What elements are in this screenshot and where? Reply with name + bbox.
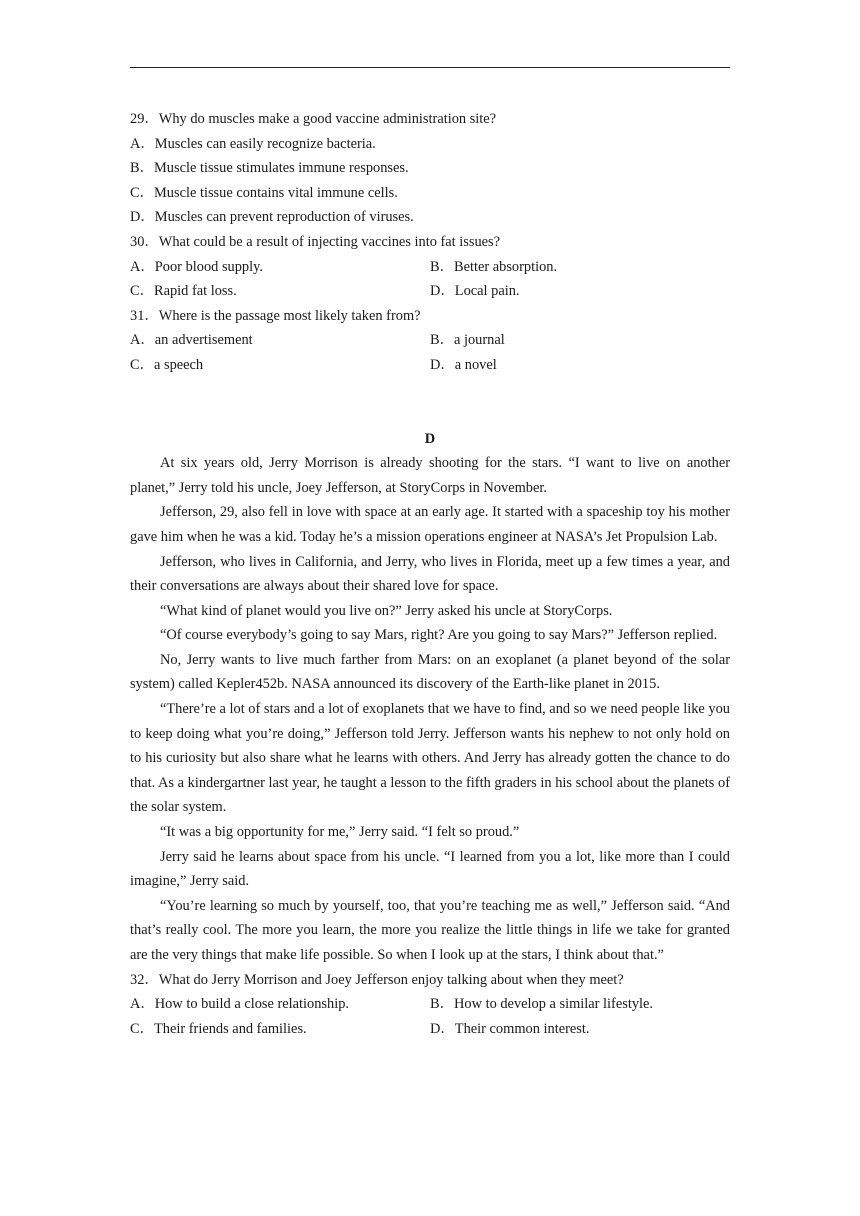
page-content — [130, 107, 730, 1041]
passage-paragraph: “Of course everybody’s going to say Mars, right? Are you going to say Mars?” Jefferson replied. — [160, 627, 718, 644]
question-30-option-c: C．Rapid fat loss. — [130, 283, 237, 300]
passage-paragraph: At six years old, Jerry Morrison is already shooting for the stars. “I want to live on another planet,” Jerry told his uncle, Joey Jefferson, at StoryCorps in November. — [130, 455, 730, 496]
question-32-option-d: D．Their common interest. — [430, 1020, 590, 1037]
question-31-option-d: D．a novel — [430, 356, 497, 373]
question-30-stem: 30．What could be a result of injecting vaccines into fat issues? — [130, 233, 501, 250]
passage-paragraph: Jefferson, 29, also fell in love with space at an early age. It started with a spaceship toy his mother gave him when he was a kid. Today he’s a mission operations engineer at NASA’s Jet Propulsion Lab. — [130, 504, 730, 545]
question-30-options-row-1 — [130, 255, 730, 280]
passage-paragraph: “What kind of planet would you live on?” Jerry asked his uncle at StoryCorps. — [160, 602, 613, 619]
question-31-option-c: C．a speech — [130, 356, 204, 373]
question-31-stem: 31．Where is the passage most likely taken from? — [130, 307, 421, 324]
passage-paragraph: “You’re learning so much by yourself, too, that you’re teaching me as well,” Jefferson said. “And that’s really cool. The more you learn, the more you realize the little things in life we take for granted are the very things that make life possible. So when I look up at the stars, I think about that.” — [130, 897, 730, 963]
question-29-stem: 29．Why do muscles make a good vaccine administration site? — [130, 111, 497, 127]
question-29-option-c: C．Muscle tissue contains vital immune cells. — [130, 184, 398, 201]
passage-paragraph: “It was a big opportunity for me,” Jerry said. “I felt so proud.” — [160, 824, 520, 841]
passage-paragraph: Jerry said he learns about space from his uncle. “I learned from you a lot, like more than I could imagine,” Jerry said. — [130, 848, 730, 890]
question-31-options-row-2 — [130, 353, 730, 378]
question-31-option-b: B．a journal — [430, 332, 505, 349]
question-32-option-a: A．How to build a close relationship. — [130, 996, 350, 1013]
question-32-stem: 32．What do Jerry Morrison and Joey Jefferson enjoy talking about when they meet? — [130, 971, 624, 988]
passage-paragraph: “There’re a lot of stars and a lot of exoplanets that we have to find, and so we need people like you to keep doing what you’re doing,” Jefferson told Jerry. Jefferson wants his nephew to not only hold on to his curiosity but also share what he learns with others. And Jerry has already gotten the chance to do that. As a kindergartner last year, he taught a lesson to the fifth graders in his school about the planets of the solar system. — [130, 701, 730, 816]
question-30-option-b: B．Better absorption. — [430, 258, 558, 275]
question-31-options-row-1 — [130, 328, 730, 353]
question-30-option-d: D．Local pain. — [430, 283, 520, 300]
section-heading: D — [424, 430, 436, 447]
passage-paragraph: Jefferson, who lives in California, and Jerry, who lives in Florida, meet up a few times a year, and their conversations are always about their shared love for space. — [130, 553, 730, 595]
passage-paragraph: No, Jerry wants to live much farther from Mars: on an exoplanet (a planet beyond of the solar system) called Kepler452b. NASA announced its discovery of the Earth-like planet in 2015. — [130, 651, 730, 693]
question-29-option-d: D．Muscles can prevent reproduction of viruses. — [130, 209, 414, 226]
question-32-option-b: B．How to develop a similar lifestyle. — [430, 996, 654, 1013]
question-29-option-b: B．Muscle tissue stimulates immune responses. — [130, 160, 409, 177]
header-rule — [130, 67, 730, 68]
question-30-option-a: A．Poor blood supply. — [130, 258, 263, 275]
question-32-options-row-2 — [130, 1017, 730, 1042]
question-32-options-row-1 — [130, 992, 730, 1017]
question-29-option-a: A．Muscles can easily recognize bacteria. — [130, 135, 376, 152]
question-31-option-a: A．an advertisement — [130, 332, 253, 349]
question-32-option-c: C．Their friends and families. — [130, 1020, 307, 1037]
question-30-options-row-2 — [130, 279, 730, 304]
